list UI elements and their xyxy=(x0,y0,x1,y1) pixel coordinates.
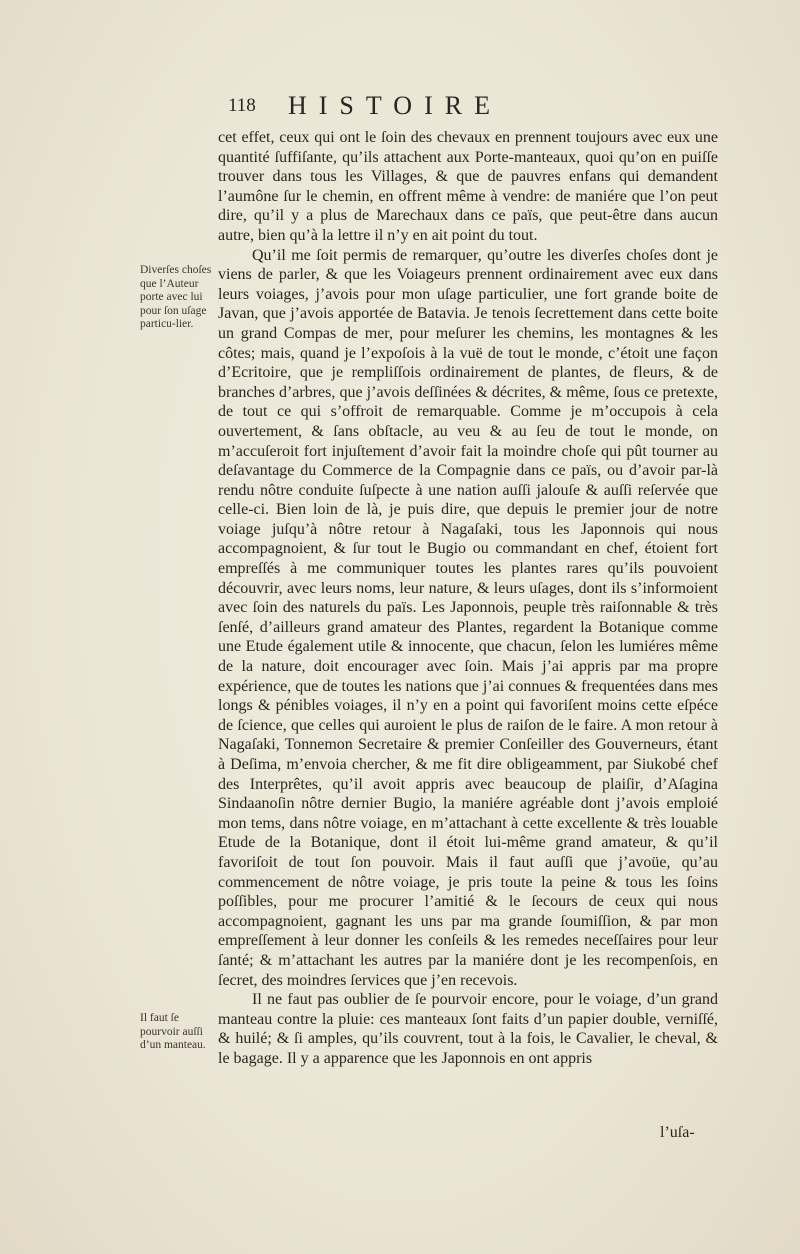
body-text xyxy=(218,128,718,1069)
margin-note-manteau: Il faut ſe pourvoir auſſi d’un manteau. xyxy=(140,1012,206,1051)
page-header xyxy=(228,91,628,125)
paragraph-continuation: cet effet, ceux qui ont le ſoin des chevaux en prennent toujours avec eux une quantité ſuffiſante, qu’ils attachent aux Porte-manteaux, quoi qu’on en puiſſe trouver dans tous les Villages, & que de pauvres enfans qui demandent l’aumône ſur le chemin, en offrent même à vendre: de maniére que l’on peut dire, qu’il y a plus de Marechaux dans ce païs, que peut-être dans aucun autre, bien qu’à la lettre il n’y en ait point du tout. xyxy=(218,129,718,244)
margin-note-diverses-choses: Diverſes choſes que l’Auteur porte avec lui pour ſon uſage particu-lier. xyxy=(140,264,212,330)
paragraph-diverses-choses: Qu’il me ſoit permis de remarquer, qu’outre les diverſes choſes dont je viens de parler, & que les Voiageurs prennent ordinairement avec eux dans leurs voiages, j’avois pour mon uſage particulier, une fort grande boite de Javan, que j’avois apportée de Batavia. Je tenois ſecrettement dans cette boite un grand Compas de mer, pour meſurer les chemins, les montagnes & les côtes; mais, quand je l’expoſois à la vuë de tout le monde, c’étoit une façon d’Ecritoire, que je rempliſſois ordinairement de plantes, de fleurs, & de branches d’arbres, que j’avois deſſinées & décrites, & même, ſous ce pretexte, de tout ce qui s’offroit de remarquable. Comme je m’occupois à cela ouvertement, & ſans obſtacle, au veu & au ſeu de tout le monde, on m’accuſeroit fort injuſtement d’avoir fait la moindre choſe qui pût tourner au deſavantage du Commerce de la Compagnie dans ce païs, ou d’avoir par-là rendu nôtre conduite ſuſpecte à une nation auſſi jalouſe & auſſi reſervée que celle-ci. Bien loin de là, je puis dire, que depuis le premier jour de notre voiage juſqu’à nôtre retour à Nagaſaki, tous les Japonnois qui nous accompagnoient, & ſur tout le Bugio ou commandant en chef, étoient fort empreſſés à me communiquer toutes les plantes rares qu’ils pouvoient découvrir, avec leurs noms, leur nature, & leurs uſages, dont ils s’informoient avec ſoin des naturels du païs. Les Japonnois, peuple très raiſonnable & très ſenſé, d’ailleurs grand amateur des Plantes, regardent la Botanique comme une Etude également utile & innocente, que chacun, ſelon les lumiéres même de la nature, doit encourager avec ſoin. Mais j’ai appris par ma propre expérience, que de toutes les nations que j’ai connues & frequentées dans mes longs & pénibles voiages, il n’y en a point qui favoriſent moins cette eſpéce de ſcience, que celles qui auroient le plus de raiſon de le faire. A mon retour à Nagaſaki, Tonnemon Secretaire & premier Conſeiller des Gouverneurs, étant à Deſima, m’envoia chercher, & me fit dire obligeamment, par Siukobé chef des Interprêtes, qu’il avoit appris avec beaucoup de plaiſir, d’Aſagina Sindaanoſin nôtre dernier Bugio, la maniére agréable dont j’avois emploié mon tems, dans nôtre voiage, en m’attachant à cette excellente & très louable Etude de la Botanique, dont il étoit lui-même grand amateur, & qu’il favoriſoit de tout ſon pouvoir. Mais il faut auſſi que j’avoüe, qu’au commencement de nôtre voiage, je pris toute la peine & tous les ſoins poſſibles, pour me procurer l’amitié & le ſecours de ceux qui nous accompagnoient, gagnant les uns par ma grande ſoumiſſion, & par mon empreſſement à leur donner les conſeils & les remedes neceſſaires pour leur ſanté; & m’attachant les autres par la maniére dont je les recompenſois, en ſecret, des moindres ſervices que j’en recevois. xyxy=(218,246,718,989)
paragraph-manteau: Il ne faut pas oublier de ſe pourvoir encore, pour le voiage, d’un grand manteau contre la pluie: ces manteaux ſont faits d’un papier double, verniſſé, & huilé; & ſi amples, qu’ils couvrent, tout à la fois, le Cavalier, le cheval, & le bagage. Il y a apparence que les Japonnois en ont appris xyxy=(218,991,718,1067)
catchword: l’uſa- xyxy=(660,1124,695,1141)
running-title: HISTOIRE xyxy=(288,91,502,120)
page-number: 118 xyxy=(228,95,256,116)
